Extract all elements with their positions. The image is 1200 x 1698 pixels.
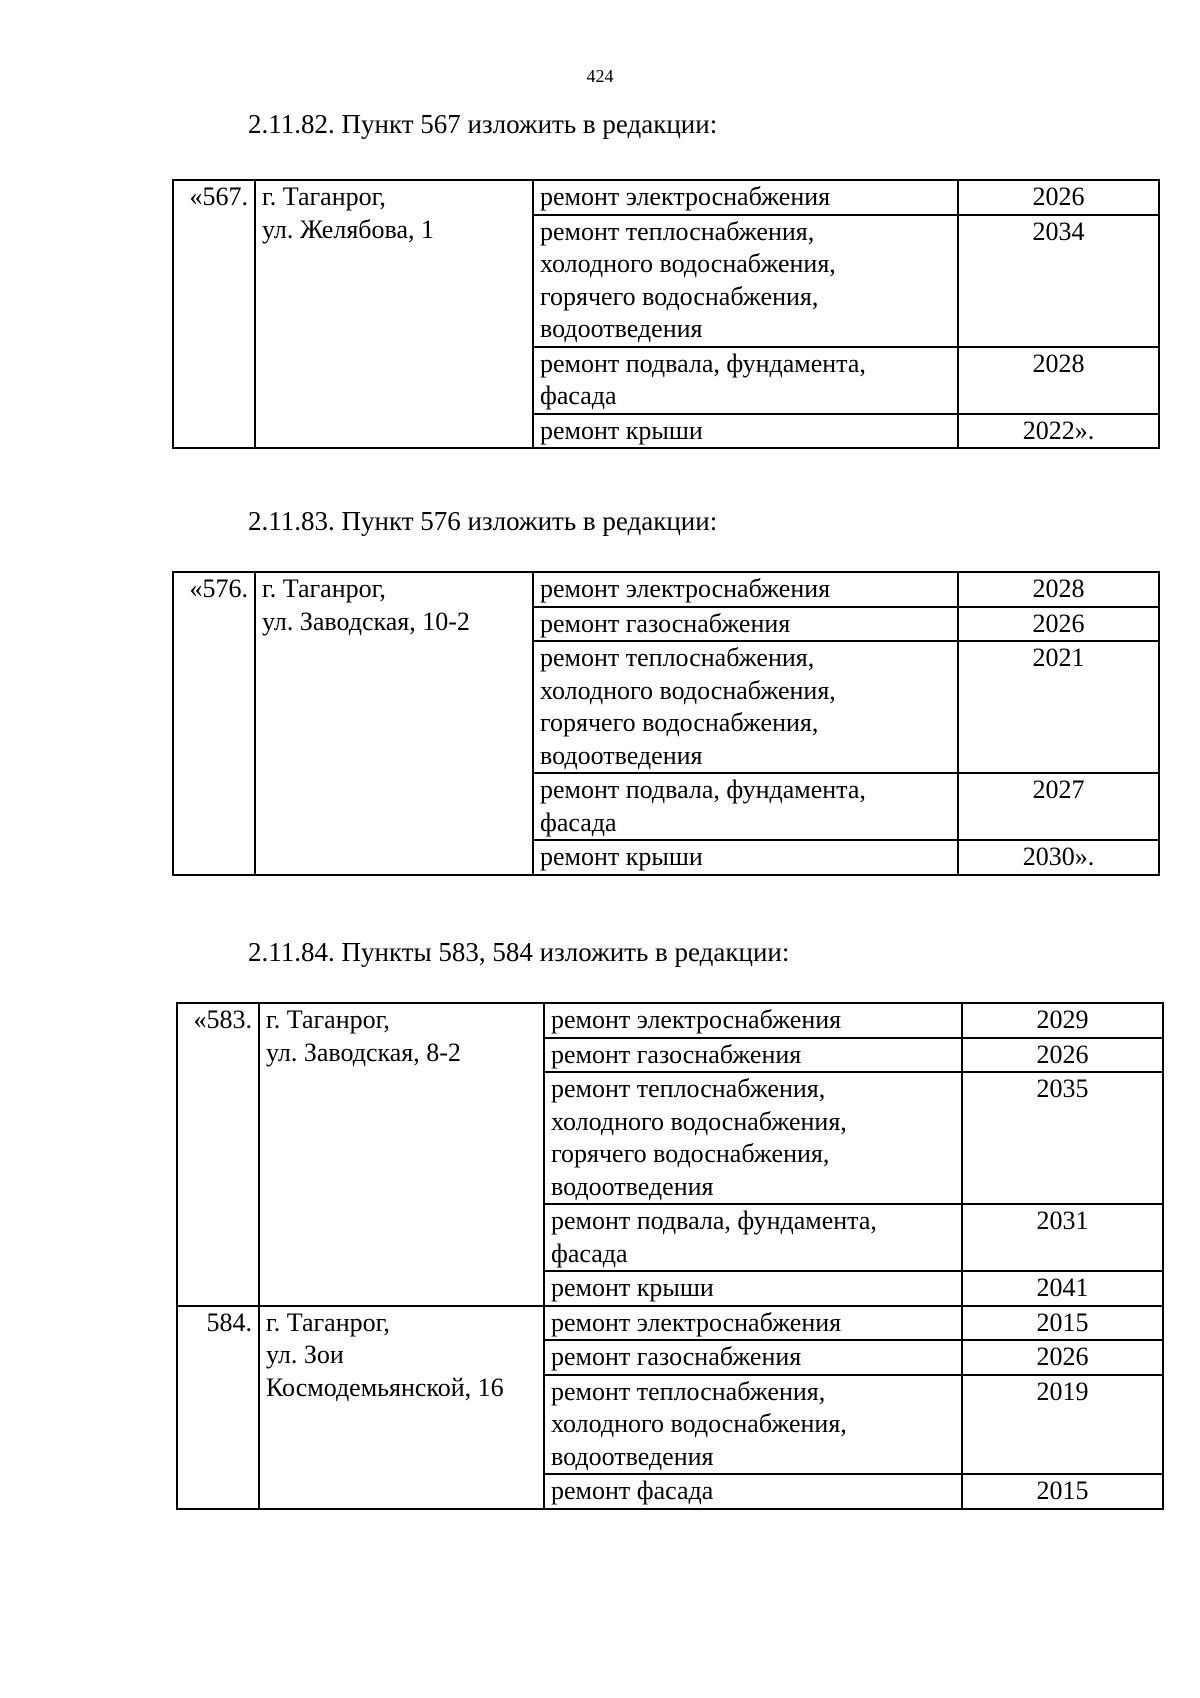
section-heading: 2.11.82. Пункт 567 изложить в редакции: — [248, 109, 718, 139]
table-body — [177, 1003, 1163, 1509]
table-row — [173, 180, 1159, 215]
year-cell: 2015 — [962, 1474, 1163, 1509]
section-heading: 2.11.84. Пункты 583, 584 изложить в редакции: — [248, 937, 790, 967]
section-heading: 2.11.83. Пункт 576 изложить в редакции: — [248, 506, 718, 536]
item-number: «576. — [173, 572, 255, 875]
work-type-cell: ремонт газоснабжения — [533, 607, 958, 642]
year-cell: 2022». — [958, 414, 1159, 449]
year-cell: 2028 — [958, 572, 1159, 607]
amendment-table — [172, 179, 1160, 449]
address-cell — [259, 1306, 544, 1509]
year-cell: 2041 — [962, 1271, 1163, 1306]
address-city: г. Таганрог, — [262, 182, 386, 211]
work-type-cell: ремонт электроснабжения — [533, 572, 958, 607]
year-cell: 2015 — [962, 1306, 1163, 1341]
address-street: ул. Заводская, 10-2 — [262, 606, 470, 636]
work-type-cell: ремонт электроснабжения — [544, 1003, 962, 1038]
year-cell: 2027 — [958, 773, 1159, 840]
work-type-cell: ремонт крыши — [533, 414, 958, 449]
address-cell — [259, 1003, 544, 1306]
work-type-cell: ремонт подвала, фундамента, фасада — [544, 1204, 962, 1271]
address-cell — [255, 572, 533, 875]
year-cell: 2026 — [958, 607, 1159, 642]
work-type-cell: ремонт теплоснабжения, холодного водоснабжения, горячего водоснабжения, водоотведения — [533, 215, 958, 347]
year-cell: 2029 — [962, 1003, 1163, 1038]
item-number: «583. — [177, 1003, 259, 1306]
work-type-cell: ремонт теплоснабжения, холодного водоснабжения, горячего водоснабжения, водоотведения — [544, 1072, 962, 1204]
work-type-cell: ремонт теплоснабжения, холодного водоснабжения, водоотведения — [544, 1375, 962, 1475]
work-type-cell: ремонт подвала, фундамента, фасада — [533, 773, 958, 840]
work-type-cell: ремонт электроснабжения — [544, 1306, 962, 1341]
work-type-cell: ремонт крыши — [544, 1271, 962, 1306]
work-type-cell: ремонт крыши — [533, 840, 958, 875]
item-number: 584. — [177, 1306, 259, 1509]
year-cell: 2030». — [958, 840, 1159, 875]
address-cell — [255, 180, 533, 448]
year-cell: 2026 — [958, 180, 1159, 215]
year-cell: 2035 — [962, 1072, 1163, 1204]
work-type-cell: ремонт теплоснабжения, холодного водоснабжения, горячего водоснабжения, водоотведения — [533, 641, 958, 773]
work-type-cell: ремонт газоснабжения — [544, 1038, 962, 1073]
table-body — [173, 180, 1159, 448]
table-row — [177, 1306, 1163, 1341]
address-city: г. Таганрог, — [262, 574, 386, 603]
year-cell: 2028 — [958, 347, 1159, 414]
work-type-cell: ремонт электроснабжения — [533, 180, 958, 215]
year-cell: 2034 — [958, 215, 1159, 347]
address-street: ул. Зои Космодемьянской, 16 — [266, 1340, 504, 1402]
address-street: ул. Желябова, 1 — [262, 214, 434, 244]
address-city: г. Таганрог, — [266, 1005, 390, 1034]
year-cell: 2026 — [962, 1038, 1163, 1073]
work-type-cell: ремонт подвала, фундамента, фасада — [533, 347, 958, 414]
year-cell: 2031 — [962, 1204, 1163, 1271]
amendment-table — [176, 1002, 1164, 1510]
amendment-table — [172, 571, 1160, 876]
address-city: г. Таганрог, — [266, 1307, 390, 1337]
year-cell: 2026 — [962, 1340, 1163, 1375]
address-street: ул. Заводская, 8-2 — [266, 1037, 461, 1067]
page-number: 424 — [586, 66, 614, 86]
table-row — [173, 572, 1159, 607]
year-cell: 2021 — [958, 641, 1159, 773]
table-row — [177, 1003, 1163, 1038]
work-type-cell: ремонт фасада — [544, 1474, 962, 1509]
item-number: «567. — [173, 180, 255, 448]
table-body — [173, 572, 1159, 875]
year-cell: 2019 — [962, 1375, 1163, 1475]
work-type-cell: ремонт газоснабжения — [544, 1340, 962, 1375]
